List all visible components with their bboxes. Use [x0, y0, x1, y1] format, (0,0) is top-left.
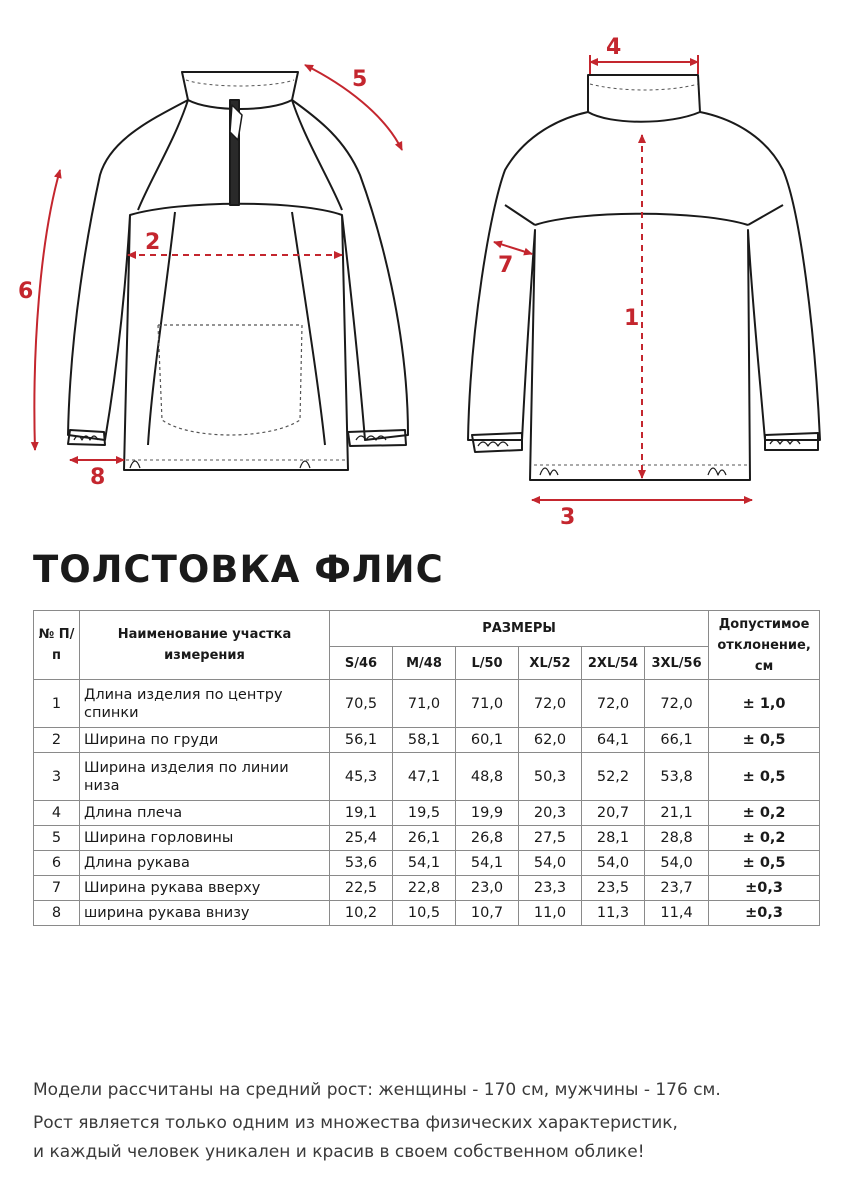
row-value: 22,5 [330, 876, 393, 901]
footer-line-3: и каждый человек уникален и красив в своем собственном облике! [33, 1142, 645, 1162]
label-hem: 3 [560, 505, 576, 530]
row-value: 19,9 [456, 801, 519, 826]
row-tolerance: ±0,3 [709, 876, 820, 901]
row-value: 54,1 [393, 851, 456, 876]
label-neck: 5 [352, 67, 368, 92]
table-row [34, 851, 820, 876]
row-value: 53,8 [645, 753, 709, 801]
row-value: 50,3 [519, 753, 582, 801]
row-tolerance: ± 0,2 [709, 826, 820, 851]
row-name: Ширина горловины [80, 826, 330, 851]
row-value: 45,3 [330, 753, 393, 801]
size-table [33, 610, 820, 926]
row-name: Длина рукава [80, 851, 330, 876]
row-name: Ширина по груди [80, 728, 330, 753]
row-value: 71,0 [456, 680, 519, 728]
row-value: 10,5 [393, 901, 456, 926]
size-header: XL/52 [519, 647, 582, 680]
row-value: 28,1 [582, 826, 645, 851]
row-name: Длина плеча [80, 801, 330, 826]
label-sleeve: 6 [18, 279, 34, 304]
row-value: 23,5 [582, 876, 645, 901]
row-value: 72,0 [645, 680, 709, 728]
row-value: 22,8 [393, 876, 456, 901]
row-value: 20,7 [582, 801, 645, 826]
row-value: 28,8 [645, 826, 709, 851]
row-value: 25,4 [330, 826, 393, 851]
row-value: 11,3 [582, 901, 645, 926]
row-value: 27,5 [519, 826, 582, 851]
row-value: 23,7 [645, 876, 709, 901]
row-value: 66,1 [645, 728, 709, 753]
row-value: 54,0 [582, 851, 645, 876]
header-num: № П/п [34, 611, 80, 680]
row-num: 6 [34, 851, 80, 876]
label-shoulder: 4 [606, 35, 622, 60]
row-value: 62,0 [519, 728, 582, 753]
row-num: 8 [34, 901, 80, 926]
size-header: 3XL/56 [645, 647, 709, 680]
row-tolerance: ± 0,5 [709, 728, 820, 753]
footer-line-2: Рост является только одним из множества физических характеристик, [33, 1113, 678, 1133]
label-length: 1 [624, 306, 640, 331]
row-value: 54,0 [519, 851, 582, 876]
row-tolerance: ± 0,5 [709, 851, 820, 876]
header-sizes: РАЗМЕРЫ [330, 611, 709, 647]
row-name: ширина рукава внизу [80, 901, 330, 926]
row-value: 11,4 [645, 901, 709, 926]
row-value: 72,0 [582, 680, 645, 728]
label-sleeve-top: 7 [498, 253, 514, 278]
table-row [34, 826, 820, 851]
measure-line-sleeve [34, 170, 60, 450]
row-tolerance: ± 0,5 [709, 753, 820, 801]
back-view [468, 75, 820, 480]
row-value: 26,1 [393, 826, 456, 851]
table-row [34, 753, 820, 801]
row-value: 64,1 [582, 728, 645, 753]
row-value: 58,1 [393, 728, 456, 753]
row-num: 1 [34, 680, 80, 728]
table-row [34, 901, 820, 926]
row-value: 10,2 [330, 901, 393, 926]
row-value: 26,8 [456, 826, 519, 851]
size-header: S/46 [330, 647, 393, 680]
table-row [34, 728, 820, 753]
row-value: 48,8 [456, 753, 519, 801]
row-name: Длина изделия по центру спинки [80, 680, 330, 728]
row-num: 4 [34, 801, 80, 826]
row-value: 20,3 [519, 801, 582, 826]
row-name: Ширина рукава вверху [80, 876, 330, 901]
garment-diagram [0, 0, 841, 530]
row-value: 11,0 [519, 901, 582, 926]
row-value: 21,1 [645, 801, 709, 826]
row-value: 56,1 [330, 728, 393, 753]
row-num: 5 [34, 826, 80, 851]
footer-line-1: Модели рассчитаны на средний рост: женщины - 170 см, мужчины - 176 см. [33, 1080, 721, 1100]
row-value: 23,0 [456, 876, 519, 901]
table-row [34, 876, 820, 901]
table-row [34, 801, 820, 826]
table-row [34, 680, 820, 728]
header-tolerance: Допустимое отклонение, см [709, 611, 820, 680]
size-header: 2XL/54 [582, 647, 645, 680]
row-num: 3 [34, 753, 80, 801]
header-name: Наименование участка измерения [80, 611, 330, 680]
size-header: L/50 [456, 647, 519, 680]
row-value: 60,1 [456, 728, 519, 753]
row-value: 19,1 [330, 801, 393, 826]
row-value: 47,1 [393, 753, 456, 801]
row-tolerance: ±0,3 [709, 901, 820, 926]
row-value: 19,5 [393, 801, 456, 826]
row-value: 54,0 [645, 851, 709, 876]
row-value: 52,2 [582, 753, 645, 801]
row-value: 53,6 [330, 851, 393, 876]
size-header: M/48 [393, 647, 456, 680]
row-value: 54,1 [456, 851, 519, 876]
row-value: 70,5 [330, 680, 393, 728]
row-num: 2 [34, 728, 80, 753]
row-name: Ширина изделия по линии низа [80, 753, 330, 801]
label-chest: 2 [145, 230, 161, 255]
row-value: 23,3 [519, 876, 582, 901]
page-title: ТОЛСТОВКА ФЛИС [33, 548, 444, 591]
row-value: 10,7 [456, 901, 519, 926]
row-value: 72,0 [519, 680, 582, 728]
row-num: 7 [34, 876, 80, 901]
label-sleeve-bottom: 8 [90, 465, 106, 490]
row-value: 71,0 [393, 680, 456, 728]
row-tolerance: ± 1,0 [709, 680, 820, 728]
front-view [68, 72, 408, 470]
row-tolerance: ± 0,2 [709, 801, 820, 826]
